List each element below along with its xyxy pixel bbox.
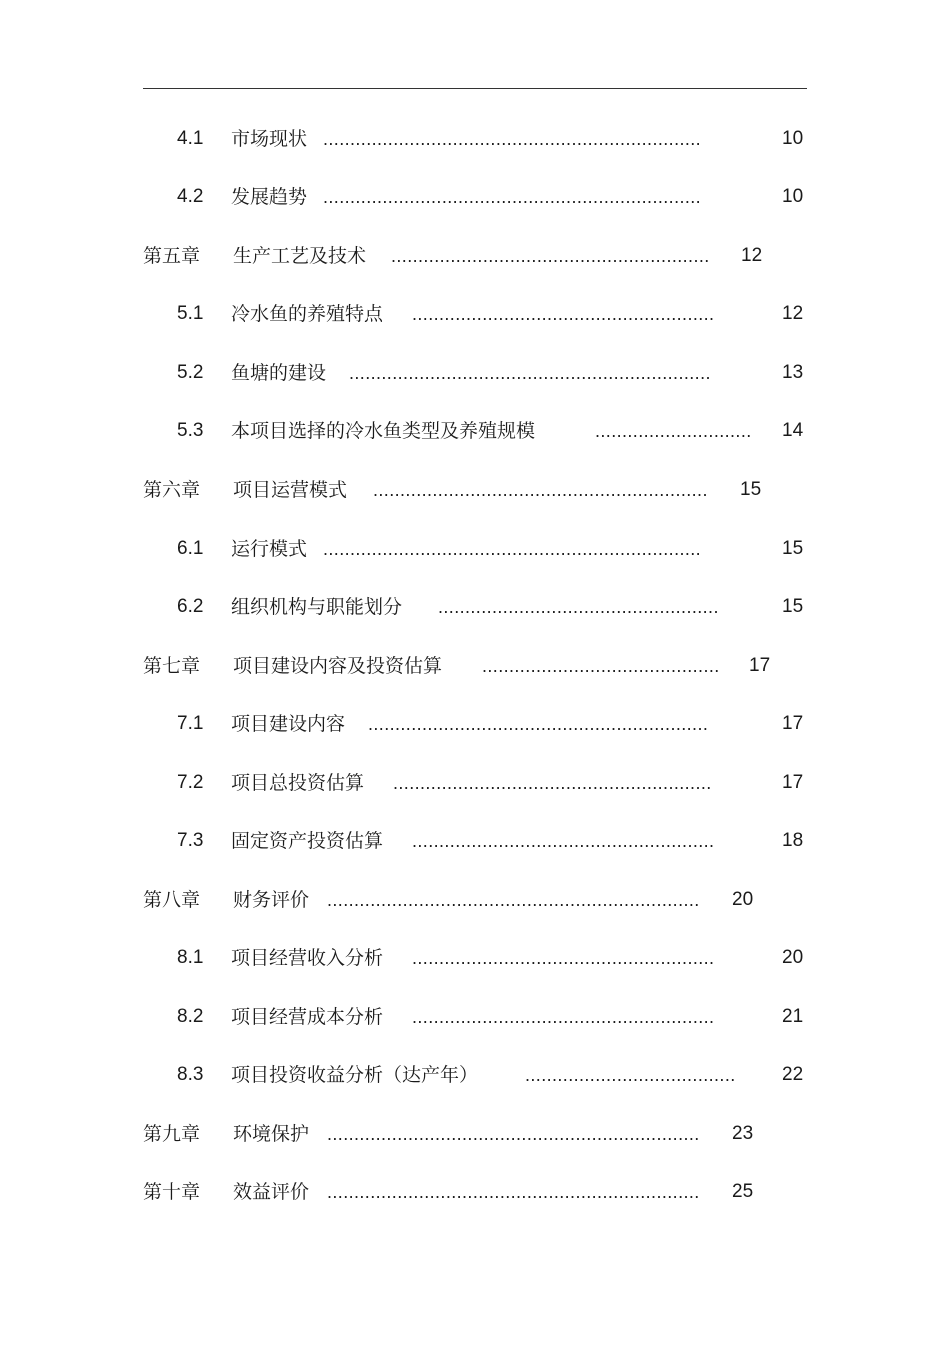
header-rule <box>143 88 807 89</box>
toc-entry[interactable] <box>0 534 950 564</box>
toc-leader-dots: ........................................................... <box>393 773 712 793</box>
toc-chapter-number: 第七章 <box>143 655 201 677</box>
toc-section-number: 6.1 <box>177 538 204 559</box>
toc-page-number: 12 <box>741 245 763 266</box>
toc-leader-dots: ..................................................................... <box>327 1182 700 1202</box>
toc-section-number: 7.3 <box>177 830 204 851</box>
toc-entry-title: 本项目选择的冷水鱼类型及养殖规模 <box>231 420 536 442</box>
toc-entry[interactable] <box>0 241 950 271</box>
toc-entry[interactable] <box>0 124 950 154</box>
toc-leader-dots: ....................................... <box>525 1065 736 1085</box>
toc-entry[interactable] <box>0 768 950 798</box>
toc-leader-dots: ................................................................... <box>349 363 711 383</box>
toc-section-number: 5.2 <box>177 362 204 383</box>
toc-page-number: 21 <box>782 1006 804 1027</box>
toc-section-number: 6.2 <box>177 596 204 617</box>
toc-entry[interactable] <box>0 709 950 739</box>
toc-entry-title: 项目经营成本分析 <box>231 1006 384 1028</box>
toc-section-number: 5.3 <box>177 420 204 441</box>
toc-entry[interactable] <box>0 651 950 681</box>
toc-leader-dots: ........................................................ <box>412 831 715 851</box>
toc-entry[interactable] <box>0 475 950 505</box>
toc-section-number: 5.1 <box>177 303 204 324</box>
toc-entry-title: 组织机构与职能划分 <box>231 596 403 618</box>
toc-page-number: 17 <box>782 713 804 734</box>
toc-entry-title: 项目建设内容及投资估算 <box>233 655 443 677</box>
toc-leader-dots: ...................................................................... <box>323 129 702 149</box>
toc-chapter-number: 第九章 <box>143 1123 201 1145</box>
toc-entry[interactable] <box>0 1060 950 1090</box>
toc-page-number: 14 <box>782 420 804 441</box>
toc-leader-dots: ............................................ <box>482 656 720 676</box>
toc-entry[interactable] <box>0 885 950 915</box>
toc-entry[interactable] <box>0 1119 950 1149</box>
toc-section-number: 8.1 <box>177 947 204 968</box>
toc-entry-title: 财务评价 <box>233 889 310 911</box>
toc-leader-dots: ........................................................ <box>412 304 715 324</box>
toc-entry-title: 生产工艺及技术 <box>233 245 367 267</box>
toc-entry-title: 环境保护 <box>233 1123 310 1145</box>
toc-page-number: 18 <box>782 830 804 851</box>
toc-entry-title: 鱼塘的建设 <box>231 362 327 384</box>
toc-section-number: 8.3 <box>177 1064 204 1085</box>
toc-leader-dots: ..................................................................... <box>327 1124 700 1144</box>
toc-entry-title: 运行模式 <box>231 538 308 560</box>
toc-page-number: 17 <box>749 655 771 676</box>
toc-leader-dots: ...................................................................... <box>323 187 702 207</box>
toc-entry-title: 项目运营模式 <box>233 479 348 501</box>
toc-leader-dots: ........................................................... <box>391 246 710 266</box>
toc-page-number: 20 <box>782 947 804 968</box>
toc-chapter-number: 第六章 <box>143 479 201 501</box>
toc-entry[interactable] <box>0 1002 950 1032</box>
toc-page-number: 20 <box>732 889 754 910</box>
toc-leader-dots: ........................................................ <box>412 948 715 968</box>
toc-section-number: 7.2 <box>177 772 204 793</box>
toc-entry[interactable] <box>0 416 950 446</box>
toc-chapter-number: 第十章 <box>143 1181 201 1203</box>
toc-page-number: 12 <box>782 303 804 324</box>
toc-entry-title: 效益评价 <box>233 1181 310 1203</box>
toc-chapter-number: 第八章 <box>143 889 201 911</box>
toc-leader-dots: ........................................................ <box>412 1007 715 1027</box>
toc-entry[interactable] <box>0 299 950 329</box>
toc-page-number: 25 <box>732 1181 754 1202</box>
toc-page-number: 23 <box>732 1123 754 1144</box>
toc-leader-dots: ...................................................................... <box>323 539 702 559</box>
toc-page-number: 10 <box>782 186 804 207</box>
toc-section-number: 7.1 <box>177 713 204 734</box>
toc-entry-title: 项目投资收益分析（达产年） <box>231 1064 479 1086</box>
toc-leader-dots: ............................. <box>595 421 752 441</box>
toc-page-number: 15 <box>782 538 804 559</box>
toc-entry[interactable] <box>0 826 950 856</box>
toc-page-number: 17 <box>782 772 804 793</box>
toc-page-number: 10 <box>782 128 804 149</box>
toc-page-number: 13 <box>782 362 804 383</box>
toc-page-number: 15 <box>782 596 804 617</box>
toc-section-number: 4.1 <box>177 128 204 149</box>
toc-section-number: 4.2 <box>177 186 204 207</box>
toc-entry[interactable] <box>0 943 950 973</box>
toc-entry-title: 项目经营收入分析 <box>231 947 384 969</box>
toc-entry[interactable] <box>0 358 950 388</box>
toc-leader-dots: ............................................................... <box>368 714 709 734</box>
toc-entry-title: 发展趋势 <box>231 186 308 208</box>
toc-leader-dots: .............................................................. <box>373 480 708 500</box>
toc-page-number: 22 <box>782 1064 804 1085</box>
toc-entry[interactable] <box>0 1177 950 1207</box>
toc-entry-title: 冷水鱼的养殖特点 <box>231 303 384 325</box>
toc-entry-title: 固定资产投资估算 <box>231 830 384 852</box>
toc-leader-dots: .................................................... <box>438 597 719 617</box>
toc-chapter-number: 第五章 <box>143 245 201 267</box>
toc-entry-title: 市场现状 <box>231 128 308 150</box>
toc-entry[interactable] <box>0 592 950 622</box>
toc-section-number: 8.2 <box>177 1006 204 1027</box>
toc-entry-title: 项目建设内容 <box>231 713 346 735</box>
toc-entry[interactable] <box>0 182 950 212</box>
toc-page-number: 15 <box>740 479 762 500</box>
toc-leader-dots: ..................................................................... <box>327 890 700 910</box>
toc-entry-title: 项目总投资估算 <box>231 772 365 794</box>
